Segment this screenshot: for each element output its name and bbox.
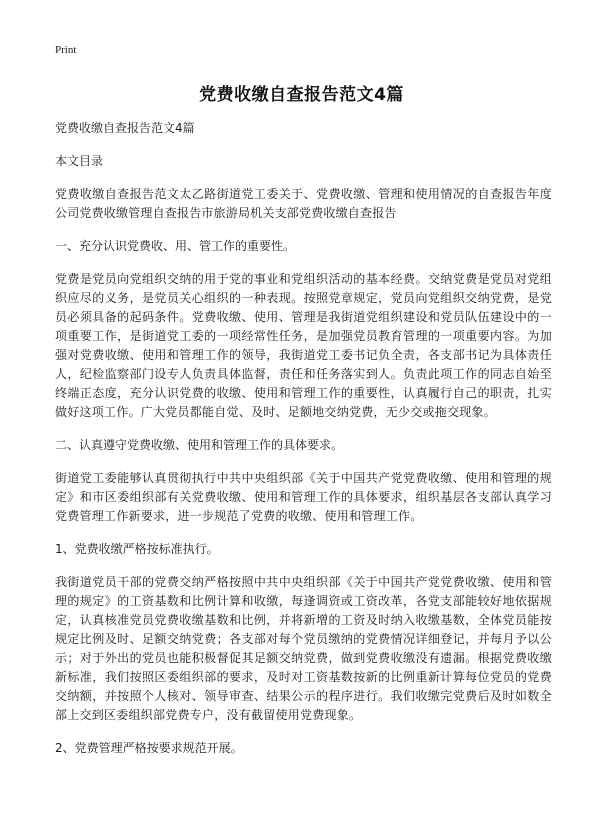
toc-text: 党费收缴自查报告范文太乙路街道党工委关于、党费收缴、管理和使用情况的自查报告年度公司党费收缴管理自查报告市旅游局机关支部党费收缴自查报告	[55, 187, 552, 220]
section-1-heading: 一、充分认识党费收、用、管工作的重要性。	[55, 239, 296, 253]
subsection-2-heading: 2、党费管理严格按要求规范开展。	[55, 741, 243, 755]
document-subtitle: 党费收缴自查报告范文4篇	[55, 121, 195, 135]
section-2-heading: 二、认真遵守党费收缴、使用和管理工作的具体要求。	[55, 438, 344, 452]
subsection-1-body: 我街道党员干部的党费交纳严格按照中共中央组织部《关于中国共产党党费收缴、使用和管理的规定》的工资基数和比例计算和收缴，每逢调资或工资改革，各党支部能较好地依据规定，认真核准党员党费收缴基数和比例，并将新增的工资及时纳入收缴基数，全体党员能按规定比例及时、足额交纳党费；各支部对每个党员缴纳的党费情况详细登记，并每月予以公示；对于外出的党员也能积极督促其足额交纳党费，做到党费收缴没有遗漏。根据党费收缴新标准，我们按照区委组织部的要求，及时对工资基数按新的比例重新计算每位党员的党费交纳额，并按照个人核对、领导审查、结果公示的程序进行。我们收缴完党费后及时如数全部上交到区委组织部党费专户，没有截留使用党费现象。	[55, 575, 552, 722]
section-1-body: 党费是党员向党组织交纳的用于党的事业和党组织活动的基本经费。交纳党费是党员对党组织应尽的义务，是党员关心组织的一种表现。按照党章规定，党员向党组织交纳党费，是党员必须具备的起码条件。党费收缴、使用、管理是我街道党组织建设和党员队伍建设中的一项重要工作，是街道党工委的一项经常性任务，是加强党员教育管理的一项重要内容。为加强对党费收缴、使用和管理工作的领导，我街道党工委书记负全责，各支部书记为具体责任人，纪检监察部门设专人负责具体监督，责任和任务落实到人。负责此项工作的同志自始至终端正态度，充分认识党费的收缴、使用和管理工作的重要性，认真履行自己的职责，扎实做好这项工作。广大党员都能自觉、及时、足额地交纳党费，无少交或拖交现象。	[55, 272, 552, 419]
page-title: 党费收缴自查报告范文4篇	[199, 85, 404, 105]
subsection-1-heading: 1、党费收缴严格按标准执行。	[55, 542, 219, 556]
section-2-body: 街道党工委能够认真贯彻执行中共中央组织部《关于中国共产党党费收缴、使用和管理的规定》和市区委组织部有关党费收缴、使用和管理工作的具体要求，组织基层各支部认真学习党费管理工作新要求，进一步规范了党费的收缴、使用和管理工作。	[55, 471, 552, 523]
toc-label: 本文目录	[55, 154, 104, 168]
document-body	[55, 119, 552, 772]
print-label[interactable]: Print	[55, 44, 77, 56]
